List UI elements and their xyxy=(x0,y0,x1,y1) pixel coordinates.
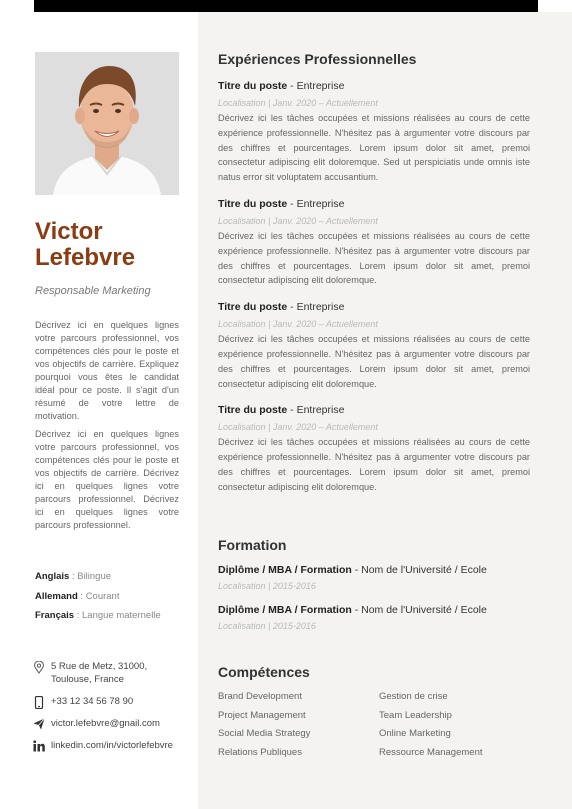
profile-summary xyxy=(35,319,179,532)
location-pin-icon xyxy=(33,661,45,673)
job-meta: Localisation | Janv. 2020 – Actuellement xyxy=(218,98,378,108)
address-line-2: Toulouse, France xyxy=(51,674,124,685)
skills-title: Compétences xyxy=(218,664,310,680)
skill-item: Brand Development xyxy=(218,691,302,702)
education-degree: Diplôme / MBA / Formation xyxy=(218,564,352,576)
job-description: Décrivez ici les tâches occupées et missions réalisées au cours de cette expérience professionnelle. N'hésitez pas à argumenter votre discours par des chiffres et pourcentages. Lorem ipsum dolor sit amet, premoi consectetur adipiscing elit doloremque. Sed ut perspiciatis unde omnis iste natus error sit voluptatem accusantium. xyxy=(218,113,530,183)
language-name: Français xyxy=(35,610,75,621)
education-meta: Localisation | 2015-2016 xyxy=(218,581,316,591)
job-position: Titre du poste xyxy=(218,80,288,92)
language-level: Bilingue xyxy=(77,571,112,582)
linkedin-url: linkedin.com/in/victorlefebvre xyxy=(51,740,173,751)
last-name: Lefebvre xyxy=(35,244,136,271)
education-title: Formation xyxy=(218,537,287,553)
job-title: Responsable Marketing xyxy=(35,285,151,297)
top-bar xyxy=(34,0,538,12)
contact-list xyxy=(33,660,193,761)
experience-section xyxy=(218,51,530,495)
language-level: Langue maternelle xyxy=(82,610,161,621)
summary-paragraph: Décrivez ici en quelques lignes votre parcours professionnel, vos compétences clés pour le poste et vos objectifs de carrière. Expliquez pourquoi vous êtes le candidat idéal pour ce poste. Il s'agit d'un résumé de votre lettre de motivation. xyxy=(35,320,179,421)
job-entry xyxy=(218,80,530,185)
experience-title: Expériences Professionnelles xyxy=(218,51,417,67)
language-separator: : xyxy=(77,590,86,602)
language-level: Courant xyxy=(85,590,120,602)
education-heading xyxy=(218,604,530,616)
paper-plane-icon xyxy=(33,718,45,730)
address-line-1: 5 Rue de Metz, 31000, xyxy=(51,661,148,672)
job-entry xyxy=(218,404,530,494)
left-column xyxy=(35,52,179,532)
summary-paragraph: Décrivez ici en quelques lignes votre parcours professionnel, vos compétences clés pour le poste et vos objectifs de carrière. Décrivez ici en quelques lignes votre parcours professionnel. Décrivez ici en quelques lignes votre parcours professionnel. xyxy=(35,429,179,530)
language-name: Allemand xyxy=(35,590,78,602)
languages-list xyxy=(35,571,185,630)
job-company: - Entreprise xyxy=(287,404,345,417)
skill-item: Ressource Management xyxy=(379,746,483,758)
phone-icon xyxy=(33,696,45,708)
job-entry xyxy=(218,198,530,288)
education-degree: Diplôme / MBA / Formation xyxy=(218,604,352,616)
job-position: Titre du poste xyxy=(218,197,288,210)
contact-address xyxy=(33,660,193,686)
linkedin-icon xyxy=(33,740,45,752)
language-separator: : xyxy=(74,610,82,621)
profile-photo xyxy=(35,52,179,195)
skill-item: Gestion de crise xyxy=(379,691,448,702)
skills-grid xyxy=(218,691,530,759)
job-heading xyxy=(218,404,530,417)
education-meta: Localisation | 2015-2016 xyxy=(218,621,316,631)
education-entry xyxy=(218,604,530,631)
language-item xyxy=(35,610,185,630)
skill-item: Social Media Strategy xyxy=(218,728,311,739)
job-company: - Entreprise xyxy=(287,197,345,210)
candidate-name xyxy=(35,219,179,271)
contact-phone[interactable] xyxy=(33,695,193,708)
job-company: - Entreprise xyxy=(287,301,345,314)
job-position: Titre du poste xyxy=(218,404,288,417)
skill-item: Project Management xyxy=(218,709,306,721)
job-description: Décrivez ici les tâches occupées et missions réalisées au cours de cette expérience professionnelle. N'hésitez pas à argumenter votre discours par des chiffres et pourcentages. Lorem ipsum dolor sit amet, premoi consectetur adipiscing elit doloremque. xyxy=(218,334,530,389)
education-entry xyxy=(218,564,530,591)
job-meta: Localisation | Janv. 2020 – Actuellement xyxy=(218,319,378,330)
job-meta: Localisation | Janv. 2020 – Actuellement xyxy=(218,215,378,226)
education-school: - Nom de l'Université / Ecole xyxy=(351,564,487,576)
language-item xyxy=(35,591,185,611)
phone-number: +33 12 34 56 78 90 xyxy=(51,696,134,707)
job-position: Titre du poste xyxy=(218,301,288,314)
job-entry xyxy=(218,301,530,391)
language-item xyxy=(35,571,185,591)
job-company: - Entreprise xyxy=(287,80,345,92)
contact-linkedin[interactable] xyxy=(33,739,193,752)
skill-item: Team Leadership xyxy=(379,709,452,721)
first-name: Victor xyxy=(35,218,103,245)
job-heading xyxy=(218,198,530,211)
job-heading xyxy=(218,301,530,314)
job-meta: Localisation | Janv. 2020 – Actuellement xyxy=(218,422,378,433)
education-school: - Nom de l'Université / Ecole xyxy=(351,604,487,616)
job-description: Décrivez ici les tâches occupées et missions réalisées au cours de cette expérience professionnelle. N'hésitez pas à argumenter votre discours par des chiffres et pourcentages. Lorem ipsum dolor sit amet, premoi consectetur adipiscing elit doloremque. xyxy=(218,437,530,492)
education-heading xyxy=(218,564,530,576)
job-description: Décrivez ici les tâches occupées et missions réalisées au cours de cette expérience professionnelle. N'hésitez pas à argumenter votre discours par des chiffres et pourcentages. Lorem ipsum dolor sit amet, premoi consectetur adipiscing elit doloremque. xyxy=(218,230,530,286)
email-address: victor.lefebvre@gnail.com xyxy=(51,718,160,729)
contact-email[interactable] xyxy=(33,717,193,730)
skill-item: Online Marketing xyxy=(379,728,451,739)
language-name: Anglais xyxy=(35,571,70,582)
language-separator: : xyxy=(69,571,78,582)
skill-item: Relations Publiques xyxy=(218,746,302,758)
job-heading xyxy=(218,80,530,93)
